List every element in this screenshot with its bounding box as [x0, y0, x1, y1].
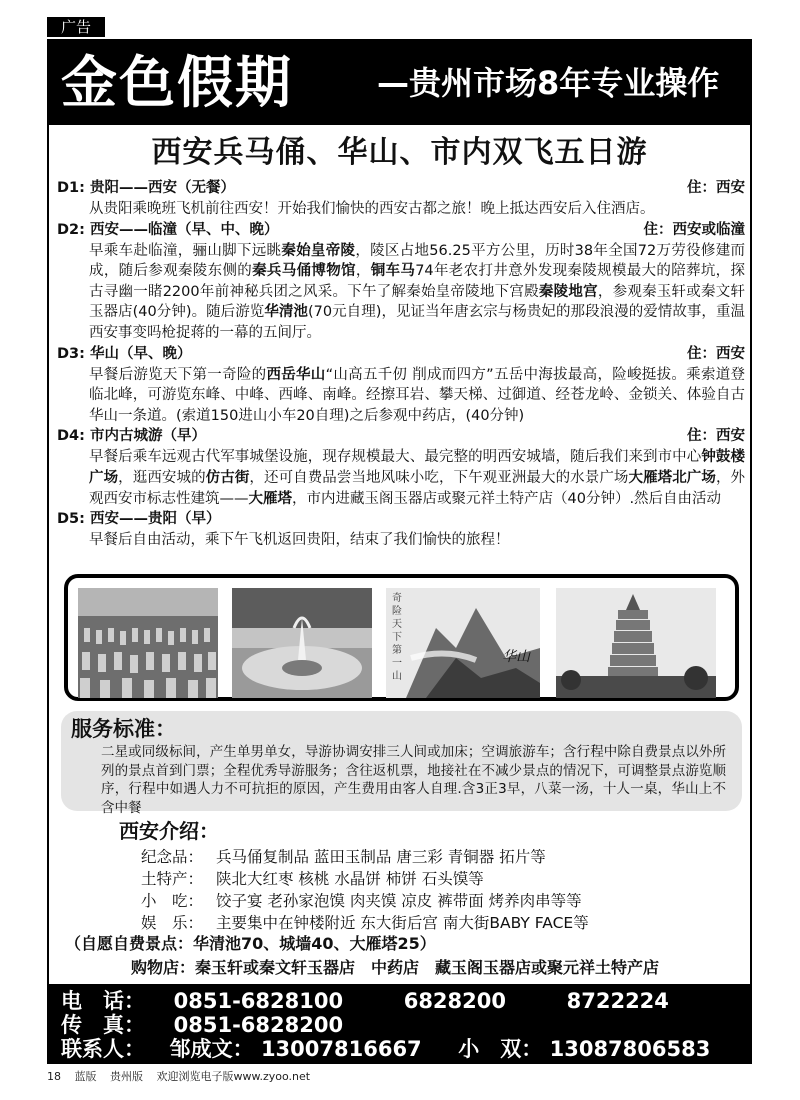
- intro-key: 小 吃：: [141, 892, 204, 910]
- itinerary-day: [57, 426, 745, 509]
- huashan-calligraphy-right: 华山: [502, 649, 530, 665]
- edition-region: 贵州版: [110, 1070, 143, 1083]
- day-text: 早餐后游览天下第一奇险的: [89, 366, 267, 383]
- photo-strip: [64, 574, 739, 701]
- day-description: [57, 241, 745, 344]
- intro-key: 纪念品：: [141, 848, 204, 866]
- itinerary-day: [57, 220, 745, 344]
- day-lodging: 住：西安或临潼: [643, 221, 745, 238]
- day-text: “山高五千仞 削成而四方”五岳中海拔最高，险峻挺拔。乘索道登临北峰，可游览东峰、中峰、西峰、南峰。经擦耳岩、攀天梯、过御道、经苍龙岭、金锁关、体验自古华山一条道。(索道150进山小车20自理)之后参观中药店，(40分钟): [89, 366, 746, 424]
- day-text: 早餐后自由活动，乘下午飞机返回贵阳，结束了我们愉快的旅程！: [89, 532, 510, 549]
- itinerary-day: [57, 509, 745, 551]
- highlight-attraction: 钟鼓楼广场: [89, 449, 746, 486]
- day-lodging: 住：西安: [687, 345, 745, 362]
- intro-row: [141, 868, 589, 890]
- highlight-attraction: 铜车马: [370, 263, 416, 280]
- day-title: D2: 西安——临潼（早、中、晚）: [57, 221, 279, 238]
- site-link: 欢迎浏览电子版www.zyoo.net: [156, 1070, 311, 1083]
- contact-mobile: 13087806583: [549, 1037, 711, 1061]
- ad-frame: [47, 39, 752, 1064]
- day-text: (70元自理)，见证当年唐玄宗与杨贵妃的那段浪漫的爱情故事，重温西安事变吗枪捉蒋的一幕的五间厅。: [89, 304, 746, 341]
- brand-title: 金色假期: [61, 50, 293, 116]
- terracotta-photo: [78, 588, 218, 698]
- intro-row: [141, 912, 589, 934]
- day-description: [57, 365, 745, 427]
- trip-title: 西安兵马俑、华山、市内双飞五日游: [151, 135, 648, 170]
- brand-banner: [49, 41, 750, 125]
- optional-attractions: （自愿自费景点：华清池70、城墙40、大雁塔25）: [65, 934, 436, 953]
- contact-name: 小 双：: [458, 1037, 543, 1061]
- intro-value: 饺子宴 老孙家泡馍 肉夹馍 凉皮 裤带面 烤养肉串等等: [216, 892, 582, 910]
- day-text: ，陵区占地56.25平方公里，历时38年全国72万劳役修建而成，随后参观秦陵东侧的: [89, 242, 746, 280]
- day-title: D1: 贵阳——西安（无餐）: [57, 180, 235, 196]
- highlight-attraction: 秦始皇帝陵: [281, 242, 356, 259]
- highlight-attraction: 秦兵马俑博物馆: [252, 263, 356, 280]
- phone-row: [61, 988, 669, 1014]
- person-label: 联系人：: [61, 1037, 145, 1061]
- intro-value: 兵马俑复制品 蓝田玉制品 唐三彩 青铜器 拓片等: [216, 848, 546, 866]
- contact-box: [49, 984, 750, 1062]
- service-standard: [61, 711, 742, 816]
- person-row: [61, 1036, 710, 1062]
- fax-label: 传 真：: [61, 1013, 145, 1037]
- intro-list: [141, 846, 589, 934]
- day-description: [57, 199, 745, 220]
- day-title: D5: 西安——贵阳（早）: [57, 511, 221, 528]
- highlight-attraction: 秦陵地宫: [538, 283, 598, 300]
- shopping-stores: 购物店：秦玉轩或秦文轩玉器店 中药店 藏玉阁玉器店或聚元祥土特产店: [131, 958, 660, 977]
- intro-key: 娱 乐：: [141, 914, 204, 932]
- day-description: [57, 447, 745, 509]
- day-text: 从贵阳乘晚班飞机前往西安！开始我们愉快的西安古都之旅！晚上抵达西安后入住酒店。: [89, 201, 655, 217]
- fax-number: 0851-6828200: [173, 1013, 344, 1037]
- intro-row: [141, 890, 589, 912]
- huashan-photo: [386, 588, 540, 698]
- fax-row: [61, 1012, 343, 1038]
- page-number: 18: [47, 1070, 61, 1083]
- day-title: D4: 市内古城游（早）: [57, 428, 206, 445]
- service-text: 二星或同级标间，产生单男单女，导游协调安排三人间或加床；空调旅游车；含行程中除自费景点以外所列的景点首到门票；全程优秀导游服务；含往返机票，地接社在不减少景点的情况下，可调整景点游览顺序，行程中如遇人力不可抗拒的原因，产生费用由客人自理.含3正3早，八菜一汤，十人一桌，华山上不含中餐: [101, 744, 726, 816]
- phone-number: 8722224: [566, 989, 669, 1013]
- day-title: D3: 华山（早、晚）: [57, 345, 192, 362]
- day-text: 74年老农打井意外发现秦陵规模最大的陪葬坑，探古寻幽一睹2200年前神秘兵团之风采。下午了解秦始皇帝陵地下宫殿: [89, 263, 746, 300]
- day-heading: [57, 426, 745, 447]
- intro-row: [141, 846, 589, 868]
- phone-label: 电 话：: [61, 989, 145, 1013]
- day-heading: [57, 509, 745, 530]
- service-title: 服务标准：: [71, 717, 176, 741]
- day-lodging: 住：西安: [687, 428, 745, 445]
- day-text: 早乘车赴临潼，骊山脚下远眺: [89, 242, 282, 259]
- huashan-calligraphy-left: 奇险天下第一山: [392, 593, 402, 682]
- dayanta-photo: [556, 588, 716, 698]
- edition-color: 蓝版: [74, 1070, 97, 1083]
- itinerary: [57, 178, 745, 551]
- highlight-attraction: 华清池: [264, 304, 308, 321]
- day-text: ，外观西安市标志性建筑——: [89, 469, 746, 507]
- day-text: ，逛西安城的: [118, 469, 206, 486]
- highlight-attraction: 西岳华山: [266, 366, 326, 383]
- day-lodging: 住：西安: [687, 180, 745, 196]
- day-heading: [57, 178, 745, 199]
- intro-title: 西安介绍：: [119, 819, 219, 843]
- itinerary-day: [57, 344, 745, 427]
- intro-value: 陕北大红枣 核桃 水晶饼 柿饼 石头馍等: [216, 870, 484, 888]
- huaqing-pool-photo: [232, 588, 372, 698]
- phone-number: 6828200: [403, 989, 506, 1013]
- day-heading: [57, 220, 745, 241]
- day-text: ，: [355, 263, 371, 280]
- day-text: ，参观秦玉轩或秦文轩玉器店(40分钟)。随后游览: [89, 283, 746, 321]
- highlight-attraction: 仿古街: [205, 469, 250, 486]
- day-heading: [57, 344, 745, 365]
- ad-tag: 广告: [47, 17, 105, 37]
- phone-number: 0851-6828100: [173, 989, 344, 1013]
- day-text: ，还可自费品尝当地风味小吃，下午观亚洲最大的水景广场: [249, 469, 629, 486]
- day-description: [57, 530, 745, 551]
- intro-key: 土特产：: [141, 870, 204, 888]
- contact-mobile: 13007816667: [260, 1037, 422, 1061]
- brand-subtitle: —贵州市场8年专业操作: [377, 64, 720, 102]
- day-text: 早餐后乘车远观古代军事城堡设施，现存规模最大、最完整的明西安城墙，随后我们来到市中心: [89, 449, 702, 466]
- contact-name: 邹成文：: [169, 1037, 254, 1061]
- itinerary-day: [57, 178, 745, 220]
- highlight-attraction: 大雁塔: [248, 490, 292, 507]
- page-footer: [47, 1068, 320, 1084]
- day-text: ，市内进藏玉阁玉器店或聚元祥土特产店（40分钟）.然后自由活动: [292, 490, 722, 507]
- intro-value: 主要集中在钟楼附近 东大街后宫 南大街BABY FACE等: [216, 914, 589, 932]
- highlight-attraction: 大雁塔北广场: [628, 469, 716, 486]
